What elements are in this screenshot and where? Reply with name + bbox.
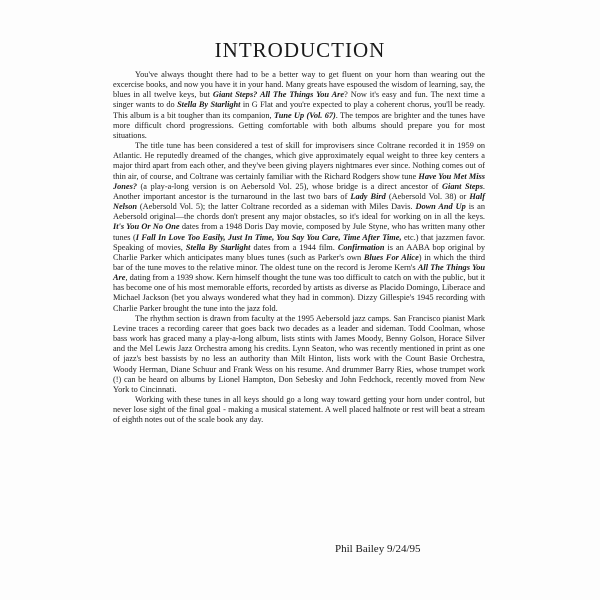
song-title: Confirmation: [337, 242, 385, 252]
paragraph-2: [113, 141, 485, 314]
song-title: Down And Up: [415, 202, 466, 212]
text-run: dates from a 1948 Doris Day movie, composed by Jule Styne, who has written many other tunes (: [113, 222, 485, 242]
text-run: is an AABA bop original by Charlie Parker which anticipates many blues tunes (such as Parker's own: [113, 242, 485, 262]
text-run: (Aebersold Vol. 5); the latter Coltrane recorded as a sideman with Miles Davis.: [136, 202, 416, 212]
paragraph-1: [113, 70, 485, 141]
song-title: Blues For Alice: [363, 252, 419, 262]
text-run: ? Now it's easy and fun. The next time a singer wants to do: [113, 90, 485, 110]
text-run: . The tempos are brighter and the tunes have more difficult chord progressions. Getting comfortable with both albums should prepare you for most situations.: [113, 110, 485, 140]
song-title: It's You Or No One: [113, 222, 180, 232]
text-run: , dating from a 1939 show. Kern himself thought the tune was too difficult to catch on with the public, but it has become one of his most memorable efforts, recorded by artists as diverse as Placido Domingo, Liberace and Michael Jackson (bet you always wondered what they had in common). Dizzy Gillespie's 1945 recording with Charlie Parker brought the tune into the jazz fold.: [113, 273, 485, 313]
text-run: The rhythm section is drawn from faculty at the 1995 Aebersold jazz camps. San Francisco pianist Mark Levine traces a recording career that goes back two decades as a leader and sideman. Todd Coolman, whose bass work has graced many a play-a-long album, lists stints with James Moody, Benny Golson, Horace Silver and the Mel Lewis Jazz Orchestra among his credits. Lynn Seaton, who was recently mentioned in print as one of jazz's best bassists by no less an authority than Milt Hinton, lists work with the Count Basie Orchestra, Woody Herman, Diane Schuur and Frank Wess on his resume. And drummer Barry Ries, whose trumpet work (!) can be heard on albums by Lionel Hampton, Don Sebesky and John Fedchock, recently moved from New York to Cincinnati.: [113, 313, 485, 394]
song-title: Giant Steps: [442, 181, 483, 191]
author-signature: Phil Bailey 9/24/95: [335, 543, 421, 555]
text-run: dates from a 1944 film.: [250, 242, 338, 252]
paragraph-4: [113, 395, 485, 425]
song-title: Lady Bird: [350, 191, 386, 201]
paragraph-3: [113, 314, 485, 395]
song-title: Giant Steps? All The Things You Are: [212, 90, 345, 100]
text-run: ) in which the third bar of the tune moves to the relative minor. The oldest tune on the record is Jerome Kern's: [113, 252, 485, 272]
song-title: Stella By Starlight: [185, 242, 251, 252]
page-title: INTRODUCTION: [214, 38, 386, 62]
song-title: Have You Met Miss Jones?: [113, 171, 485, 191]
text-run: (a play-a-long version is on Aebersold Vol. 25), whose bridge is a direct ancestor of: [136, 181, 443, 191]
text-run: (Aebersold Vol. 38) or: [385, 191, 470, 201]
text-run: is an Aebersold original—the chords don't present any major obstacles, so it's ideal for working on in all the keys.: [113, 202, 485, 222]
song-title: All The Things You Are: [113, 262, 485, 283]
song-title: Tune Up (Vol. 67): [273, 110, 336, 120]
song-title: I Fall In Love Too Easily, Just In Time, You Say You Care, Time After Time,: [135, 232, 402, 242]
text-run: . Another important ancestor is the turnaround in the last two bars of: [113, 181, 485, 201]
text-run: You've always thought there had to be a better way to get fluent on your horn than wearing out the excercise books, and now you have it in your hand. Many greats have espoused the wisdom of learning, say, the blues in all twelve keys, but: [113, 70, 485, 100]
song-title: Stella By Starlight: [177, 100, 241, 110]
text-run: in G Flat and you're expected to play a coherent chorus, you'll be ready. This album is a bit tougher than its companion,: [113, 100, 485, 120]
text-run: etc.) that jazzmen favor. Speaking of movies,: [113, 232, 485, 252]
text-run: Working with these tunes in all keys should go a long way toward getting your horn under control, but never lose sight of the final goal - making a musical statement. A well placed halfnote or rest will beat a stream of eighth notes out of the scale book any day.: [113, 395, 485, 425]
text-run: The title tune has been considered a test of skill for improvisers since Coltrane recorded it in 1959 on Atlantic. He reputedly dreamed of the changes, which give approximately equal weight to three key centers a major third apart from each other, and they've been giving players nightmares ever since. Nothing comes out of thin air, of course, and Coltrane was certainly familiar with the Richard Rodgers show tune: [113, 141, 485, 181]
song-title: Half Nelson: [113, 191, 485, 212]
article-body: [113, 70, 485, 425]
